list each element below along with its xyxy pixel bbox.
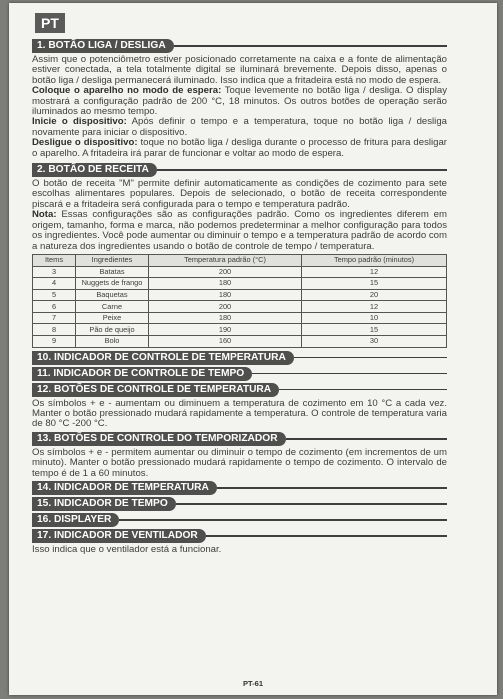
section-rule [252,373,447,375]
table-cell: 8 [33,324,76,336]
table-cell: 190 [149,324,302,336]
section-1-heading [32,39,447,53]
table-cell: 7 [33,312,76,324]
start-paragraph [32,117,447,138]
table-row [33,336,447,348]
table-cell: 9 [33,336,76,348]
section-rule [206,535,447,537]
note-paragraph [32,210,447,252]
table-cell: 12 [302,301,447,313]
table-row [33,266,447,278]
table-row [33,278,447,290]
section-rule [279,389,447,391]
page-content [32,37,447,556]
section-11-title: 11. INDICADOR DE CONTROLE DE TEMPO [32,367,252,381]
section-10-title: 10. INDICADOR DE CONTROLE DE TEMPERATURA [32,351,294,365]
header-time: Tempo padrão (minutos) [302,254,447,266]
table-cell: 4 [33,278,76,290]
table-cell: Baquetas [76,289,149,301]
section-rule [286,438,447,440]
off-label: Desligue o dispositivo: [32,137,138,149]
table-cell: Pão de queijo [76,324,149,336]
note-label: Nota: [32,209,57,221]
section-13-heading [32,432,447,446]
section-2-heading [32,163,447,177]
table-row [33,301,447,313]
table-cell: 160 [149,336,302,348]
section-14-title: 14. INDICADOR DE TEMPERATURA [32,481,217,495]
section-rule [217,487,447,489]
table-cell: 180 [149,278,302,290]
page-number: PT-61 [242,679,263,688]
section-13-title: 13. BOTÕES DE CONTROLE DO TEMPORIZADOR [32,432,286,446]
table-cell: 180 [149,312,302,324]
section-12-text: Os símbolos + e - aumentam ou diminuem a temperatura de cozimento em 10 °C a cada vez. Manter o botão pressionado mudará rapidamente a temperatura. O controle de temperatura varia de 80 °C -200 °C. [32,397,447,430]
section-14-heading [32,481,447,495]
table-cell: 200 [149,301,302,313]
table-cell: Peixe [76,312,149,324]
section-rule [176,503,447,505]
section-2-intro: O botão de receita "M" permite definir automaticamente as condições de cozimento para sete escolhas alimentares populares. Depois de selecionado, o botão de receita correspondente piscará e a fritadeira será configurada para o tempo e temperatura padrão. [32,178,447,210]
section-13-text: Os símbolos + e - permitem aumentar ou diminuir o tempo de cozimento (em incrementos de um minuto). Manter o botão pressionado mudará rapidamente o tempo de cozimento. O intervalo de tempo é de 1 a 60 minutos. [32,446,447,479]
start-text: Após definir o tempo e a temperatura, toque no botão liga / desliga novamente para iniciar o dispositivo. [32,116,447,138]
table-header-row [33,254,447,266]
section-16-title: 16. DISPLAYER [32,513,119,527]
section-15-heading [32,497,447,511]
table-cell: Nuggets de frango [76,278,149,290]
section-17-text: Isso indica que o ventilador está a funcionar. [32,544,222,556]
section-12-heading [32,383,447,397]
table-cell: 3 [33,266,76,278]
header-temperature: Temperatura padrão (°C) [149,254,302,266]
section-rule [157,169,447,171]
table-cell: Batatas [76,266,149,278]
table-cell: 200 [149,266,302,278]
table-cell: Bolo [76,336,149,348]
table-cell: 20 [302,289,447,301]
standby-text: Toque levemente no botão liga / desliga. O display mostrará a configuração padrão de 200 °C, 18 minutos. Os outros botões de operação serão iluminados ao mesmo tempo. [32,85,447,118]
section-17-heading [32,529,447,543]
section-2-title: 2. BOTÃO DE RECEITA [32,163,157,177]
off-paragraph [32,138,447,159]
start-label: Inicie o dispositivo: [32,116,127,128]
table-cell: 10 [302,312,447,324]
standby-paragraph [32,86,447,117]
section-10-heading [32,351,447,365]
section-11-heading [32,367,447,381]
table-cell: Carne [76,301,149,313]
table-cell: 15 [302,278,447,290]
table-cell: 6 [33,301,76,313]
table-cell: 30 [302,336,447,348]
section-15-title: 15. INDICADOR DE TEMPO [32,497,176,511]
manual-page [9,3,497,695]
recipe-table [32,254,447,348]
header-ingredients: Ingredientes [76,254,149,266]
table-row [33,324,447,336]
section-rule [174,45,447,47]
section-16-heading [32,513,447,527]
section-12-title: 12. BOTÕES DE CONTROLE DE TEMPERATURA [32,383,279,397]
table-row [33,289,447,301]
standby-label: Coloque o aparelho no modo de espera: [32,85,222,97]
section-rule [294,357,447,359]
table-cell: 180 [149,289,302,301]
section-1-title: 1. BOTÃO LIGA / DESLIGA [32,39,174,53]
table-cell: 12 [302,266,447,278]
table-cell: 15 [302,324,447,336]
table-row [33,312,447,324]
note-text: Essas configurações são as configurações padrão. Como os ingredientes diferem em origem, tamanho, forma e marca, não podemos predeterminar a melhor configuração para todos os ingredientes. Você pode aumentar ou diminuir o tempo e a temperatura padrão de acordo com a natureza dos ingredientes usando o botão de controle de tempo / temperatura. [32,209,447,252]
table-cell: 5 [33,289,76,301]
header-items: Items [33,254,76,266]
section-17-title: 17. INDICADOR DE VENTILADOR [32,529,206,543]
section-rule [119,519,447,521]
off-text: toque no botão liga / desliga durante o processo de fritura para desligar o aparelho. A fritadeira irá parar de funcionar e voltar ao modo de espera. [32,137,447,159]
section-1-intro: Assim que o potenciômetro estiver posicionado corretamente na caixa e a fonte de alimentação estiver conectada, a tela totalmente digital se iluminará brevemente. Depois disso, apenas o botão liga / desliga permanecerá iluminado. Isso indica que a fritadeira está no modo de espera. [32,54,447,86]
language-badge: PT [35,13,65,33]
